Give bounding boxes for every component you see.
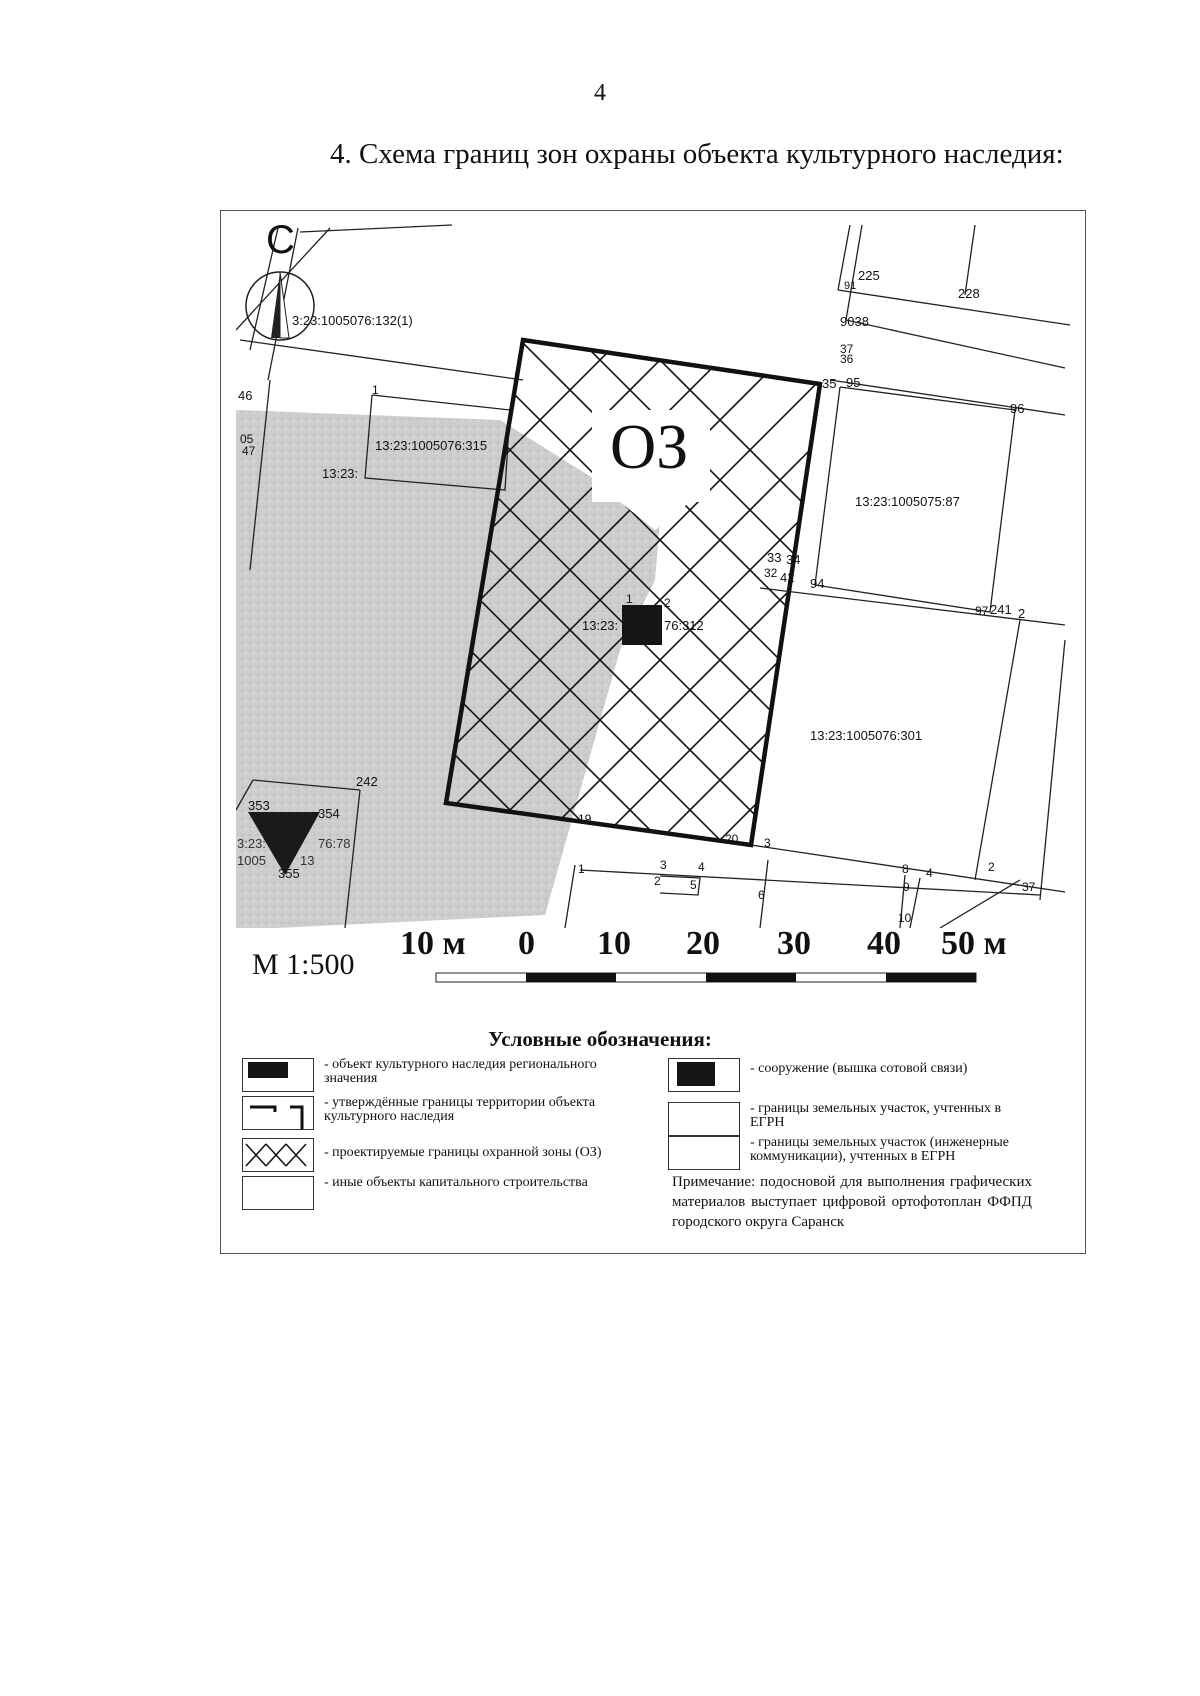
point-label: 8: [902, 862, 909, 876]
point-label: 1: [626, 592, 633, 606]
point-label: 35: [822, 376, 837, 391]
point-label: 9: [903, 880, 910, 894]
point-label: 19: [578, 812, 592, 826]
legend-swatch: [242, 1096, 314, 1130]
parcel-label: 3:23:: [237, 836, 266, 851]
scale-label: 0: [518, 925, 535, 962]
scale-label: 50 м: [941, 925, 1007, 962]
point-label: 228: [958, 286, 980, 301]
legend-label: - проектируемые границы охранной зоны (ОЗ): [324, 1145, 602, 1160]
scale-label: 20: [686, 925, 720, 962]
point-label: 05: [240, 432, 254, 446]
zone-hatching: [0, 300, 1200, 900]
north-label: С: [266, 218, 295, 262]
legend-item-heritage-territory: [242, 1096, 644, 1130]
point-label: 4: [926, 866, 933, 880]
point-label: 37: [840, 342, 854, 356]
point-label: 9038: [840, 314, 869, 329]
parcel-label: 76:78: [318, 836, 351, 851]
parcel-label: 13: [300, 853, 315, 868]
north-arrow: [246, 272, 314, 340]
point-label: 353: [248, 798, 270, 813]
legend-label: - границы земельных участок, учтенных в ЕГРН: [750, 1101, 1002, 1130]
heritage-object: [622, 605, 662, 645]
legend-swatch: [668, 1058, 740, 1092]
legend-item-protection-zone: [242, 1138, 644, 1172]
legend-item-land-parcels: [668, 1102, 1030, 1136]
parcel-label: 76:312: [664, 618, 704, 633]
scale-label: 10: [597, 925, 631, 962]
legend-swatch: [242, 1176, 314, 1210]
point-label: 2: [1018, 606, 1026, 621]
legend-label: - границы земельных участок (инженерные коммуникации), учтенных в ЕГРН: [750, 1135, 1009, 1164]
scale-label: 30: [777, 925, 811, 962]
point-label: 34: [786, 552, 801, 567]
point-label: 355: [278, 866, 300, 881]
point-label: 96: [1010, 401, 1025, 416]
scale-ratio: М 1:500: [252, 948, 355, 981]
point-label: 32: [764, 566, 778, 580]
legend-label: - объект культурного наследия регионального значения: [324, 1057, 597, 1086]
point-label: 2: [988, 860, 995, 874]
legend-item-utility-parcels: [668, 1136, 1050, 1170]
point-label: 47: [242, 444, 256, 458]
point-label: 10: [898, 911, 912, 925]
point-label: 225: [858, 268, 880, 283]
parcel-label: 3:23:1005076:132(1): [292, 313, 413, 328]
legend-swatch: [242, 1058, 314, 1092]
point-label: 5: [690, 878, 697, 892]
point-label: 20: [725, 832, 739, 846]
point-label: 36: [840, 352, 854, 366]
point-label: 42: [780, 570, 795, 585]
legend-item-structure: [668, 1058, 1030, 1092]
parcel-label: 13:23:1005076:301: [810, 728, 923, 743]
zone-label: ОЗ: [610, 411, 689, 482]
legend-item-other-buildings: [242, 1176, 644, 1210]
legend-label: - утверждённые границы территории объекта культурного наследия: [324, 1095, 596, 1124]
legend-label: - сооружение (вышка сотовой связи): [750, 1061, 968, 1076]
scale-bar: [436, 973, 976, 982]
point-label: 1: [578, 862, 585, 876]
legend-title: Условные обозначения:: [488, 1027, 712, 1051]
point-label: 241: [990, 602, 1012, 617]
legend-note: Примечание: подосновой для выполнения графических материалов выступает цифровой ортофотоплан ФФПД городского округа Саранск: [672, 1174, 1032, 1230]
parcel-label: 13:23:1005076:315: [375, 438, 488, 453]
legend-swatch: [668, 1102, 740, 1136]
scale-label: 10 м: [400, 925, 466, 962]
parcel-label: 13:23:: [322, 466, 359, 481]
point-label: 33: [767, 550, 782, 565]
point-label: 354: [318, 806, 340, 821]
point-label: 91: [844, 280, 857, 292]
legend-swatch: [242, 1138, 314, 1172]
point-label: 4: [698, 860, 705, 874]
legend-swatch: [668, 1136, 740, 1170]
parcel-label: 13:23:1005075:87: [855, 494, 960, 509]
page-heading: 4. Схема границ зон охраны объекта культурного наследия:: [330, 138, 1064, 170]
point-label: 97: [975, 604, 989, 618]
parcel-label: 1005: [237, 853, 266, 868]
legend-label: - иные объекты капитального строительства: [324, 1175, 588, 1190]
scale-label: 40: [867, 925, 901, 962]
point-label: 3: [660, 858, 667, 872]
point-label: 2: [654, 874, 661, 888]
point-label: 1: [372, 383, 379, 397]
point-label: 46: [238, 388, 253, 403]
point-label: 6: [758, 888, 765, 902]
point-label: 242: [356, 774, 378, 789]
parcel-label: 13:23:: [582, 618, 619, 633]
point-label: 94: [810, 576, 825, 591]
point-label: 3: [764, 836, 771, 850]
legend-item-heritage-object: [242, 1058, 644, 1092]
point-label: 37: [1022, 880, 1036, 894]
page-number: 4: [594, 80, 606, 106]
point-label: 95: [846, 375, 861, 390]
point-label: 2: [664, 596, 671, 610]
